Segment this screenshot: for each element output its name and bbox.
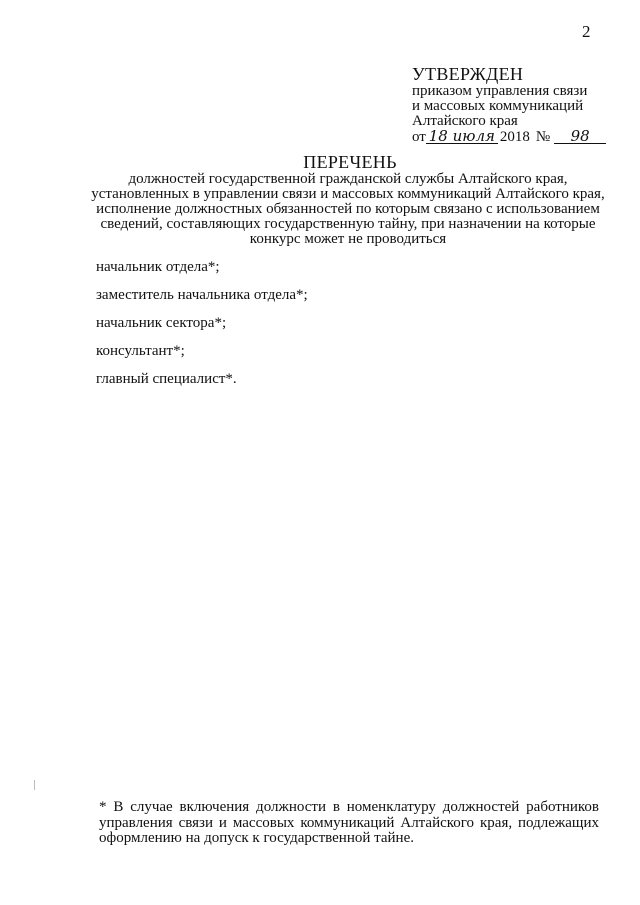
approval-stamp (412, 64, 627, 145)
number-sign: № (535, 129, 551, 145)
approval-line-1: приказом управления связи (412, 83, 588, 99)
approval-line-3: Алтайского края (412, 113, 518, 129)
handwritten-number: 98 (554, 129, 606, 144)
approval-line-2: и массовых коммуникаций (412, 98, 584, 114)
document-title: ПЕРЕЧЕНЬ (303, 152, 397, 172)
list-item: главный специалист*. (96, 371, 237, 387)
list-item: заместитель начальника отдела*; (96, 287, 308, 303)
positions-list (96, 260, 308, 400)
list-item: консультант*; (96, 343, 185, 359)
date-prefix: от (412, 129, 426, 145)
page-number: 2 (582, 22, 591, 41)
list-item: начальник сектора*; (96, 315, 227, 331)
approval-date-line (412, 129, 627, 145)
approval-heading: УТВЕРЖДЕН (412, 64, 524, 84)
handwritten-date: 18 июля (426, 129, 498, 144)
footnote: * В случае включения должности в номенклатуру должностей работников управления связи и массовых коммуникаций Алтайского края, подлежащих оформлению на допуск к государственной тайне. (99, 799, 599, 846)
order-year: 2018 (499, 129, 530, 145)
document-description: должностей государственной гражданской службы Алтайского края, установленных в управлении связи и массовых коммуникаций Алтайского края, исполнение должностных обязанностей по которым связано с использованием сведений, составляющих государственную тайну, при назначении на которые конкурс может не проводиться (91, 171, 605, 247)
scan-margin-mark (34, 780, 35, 790)
list-item: начальник отдела*; (96, 259, 220, 275)
